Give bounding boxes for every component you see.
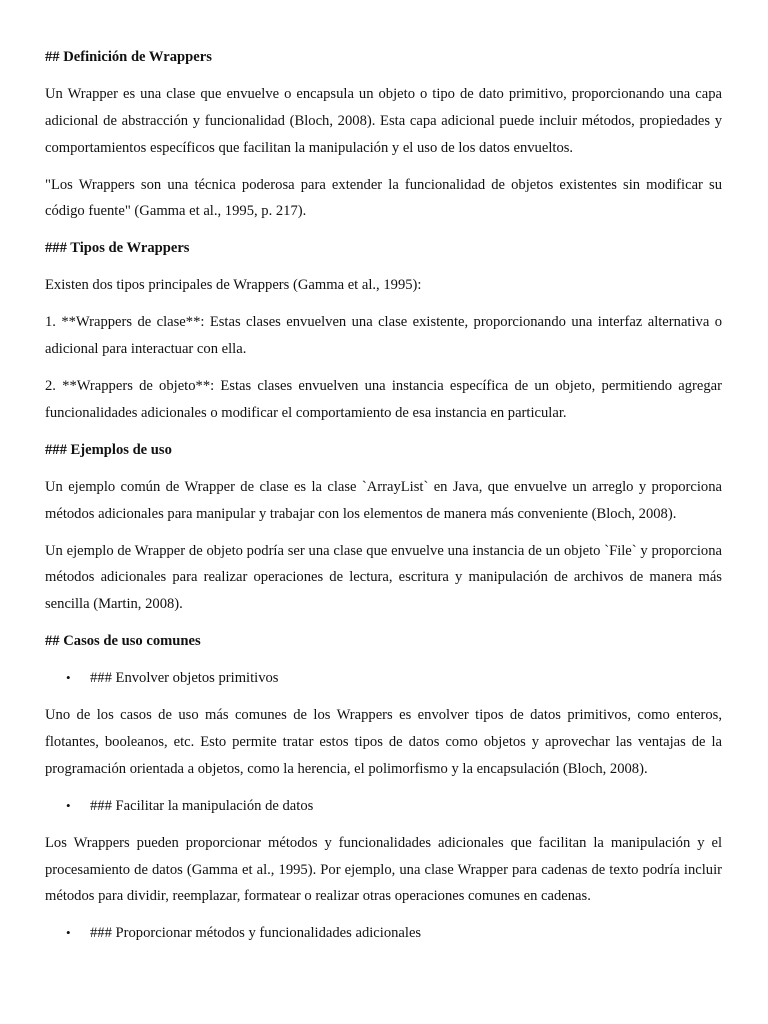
paragraph-caso-manipulacion: Los Wrappers pueden proporcionar métodos y funcionalidades adicionales que facilitan la manipulación y el procesamiento de datos (Gamma et al., 1995). Por ejemplo, una clase Wrapper para cadenas de texto podría incluir métodos para dividir, reemplazar, formatear o realizar otras operaciones comunes en cadenas. [45,834,722,905]
paragraph-tipo-objeto: 2. **Wrappers de objeto**: Estas clases envuelven una instancia específica de un objeto, permitiendo agregar funcionalidades adicionales o modificar el comportamiento de esa instancia en particular. [45,378,722,421]
section-heading-casos: ## Casos de uso comunes [45,633,201,650]
document-page [45,44,722,957]
bullet-text: ### Proporcionar métodos y funcionalidades adicionales [90,925,422,942]
paragraph-tipos-intro: Existen dos tipos principales de Wrappers (Gamma et al., 1995): [45,277,422,294]
bullet-item-facilitar [45,793,722,820]
section-heading-definicion: ## Definición de Wrappers [45,49,212,65]
bullet-icon: • [66,797,71,813]
paragraph-tipo-clase: 1. **Wrappers de clase**: Estas clases envuelven una clase existente, proporcionando una interfaz alternativa o adicional para interactuar con ella. [45,314,722,358]
paragraph-ejemplo-clase: Un ejemplo común de Wrapper de clase es la clase `ArrayList` en Java, que envuelve un arreglo y proporciona métodos adicionales para manipular y trabajar con los elementos de manera más conveniente (Bloch, 2008). [45,478,722,522]
bullet-item-proporcionar [45,920,722,947]
bullet-icon: • [66,670,71,686]
bullet-icon: • [66,925,71,941]
section-heading-tipos: ### Tipos de Wrappers [45,240,190,257]
paragraph-definicion: Un Wrapper es una clase que envuelve o encapsula un objeto o tipo de dato primitivo, proporcionando una capa adicional de abstracción y funcionalidad (Bloch, 2008). Esta capa adicional puede incluir métodos, propiedades y comportamientos específicos que facilitan la manipulación y el uso de los datos envueltos. [45,86,722,156]
paragraph-cita: "Los Wrappers son una técnica poderosa para extender la funcionalidad de objetos existentes sin modificar su código fuente" (Gamma et al., 1995, p. 217). [45,176,722,220]
bullet-item-envolver [45,665,722,692]
paragraph-ejemplo-objeto: Un ejemplo de Wrapper de objeto podría ser una clase que envuelve una instancia de un objeto `File` y proporciona métodos adicionales para realizar operaciones de lectura, escritura y manipulación de archivos de manera más sencilla (Martin, 2008). [45,542,722,613]
bullet-text: ### Facilitar la manipulación de datos [90,797,314,814]
paragraph-caso-primitivos: Uno de los casos de uso más comunes de los Wrappers es envolver tipos de datos primitivos, como enteros, flotantes, booleanos, etc. Esto permite tratar estos tipos de datos como objetos y aprovechar las ventajas de la programación orientada a objetos, como la herencia, el polimorfismo y la encapsulación (Bloch, 2008). [45,707,722,777]
bullet-text: ### Envolver objetos primitivos [90,670,279,687]
section-heading-ejemplos: ### Ejemplos de uso [45,441,172,458]
